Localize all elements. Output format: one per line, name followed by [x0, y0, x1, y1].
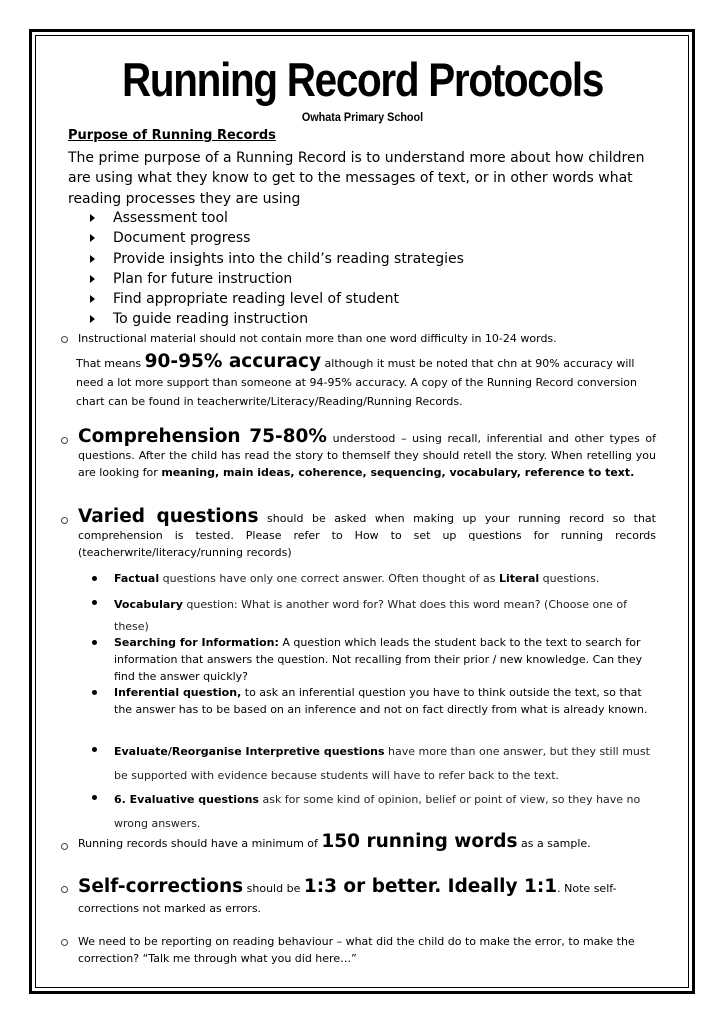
- varied-questions-paragraph: Varied questions should be asked when making up your running record so that comprehension is tested. Please refer to How to set up questions for running records (teacherwrite/literacy/running records): [78, 506, 656, 559]
- list-item: To guide reading instruction: [88, 309, 648, 329]
- disc-bullet-icon: [92, 600, 97, 605]
- comprehension-paragraph: Comprehension 75-80% understood – using recall, inferential and other types of questions. After the child has read the story to themself they should retell the story. When retelling you are looking for meaning, main ideas, coherence, sequencing, vocabulary, reference to text.: [78, 426, 657, 479]
- behaviour-paragraph: We need to be reporting on reading behaviour – what did the child do to make the error, to make the correction? “Talk me through what you did here…”: [78, 935, 635, 965]
- triangle-bullet-icon: [90, 275, 95, 283]
- purpose-list: [88, 208, 648, 330]
- question-type-evaluate: Evaluate/Reorganise Interpretive questions have more than one answer, but they still must be supported with evidence because students will have to refer back to the text.: [114, 745, 650, 782]
- school-name: Owhata Primary School: [301, 110, 424, 124]
- accuracy-highlight: 90-95% accuracy: [144, 351, 322, 372]
- disc-bullet-icon: [92, 795, 97, 800]
- disc-bullet-icon: [92, 747, 97, 752]
- purpose-heading: Purpose of Running Records: [68, 128, 276, 143]
- question-type-factual: Factual questions have only one correct answer. Often thought of as Literal questions.: [114, 572, 600, 585]
- disc-bullet-icon: [92, 576, 97, 581]
- ratio-highlight: 1:3 or better. Ideally 1:1: [303, 876, 558, 897]
- list-item: Assessment tool: [88, 208, 648, 228]
- circle-bullet-icon: [61, 939, 68, 946]
- disc-bullet-icon: [92, 690, 97, 695]
- disc-bullet-icon: [92, 640, 97, 645]
- self-corrections-paragraph: Self-corrections should be 1:3 or better. Ideally 1:1. Note self-corrections not marked as errors.: [78, 876, 617, 915]
- list-item: Plan for future instruction: [88, 269, 648, 289]
- instructional-note: Instructional material should not contain more than one word difficulty in 10-24 words.: [78, 332, 557, 345]
- varied-highlight: Varied questions: [78, 506, 259, 527]
- running-words-highlight: 150 running words: [321, 831, 518, 852]
- self-corrections-highlight: Self-corrections: [78, 876, 244, 897]
- circle-bullet-icon: [61, 437, 68, 444]
- question-type-evaluative: 6. Evaluative questions ask for some kind of opinion, belief or point of view, so they have no wrong answers.: [114, 793, 641, 830]
- list-item: Find appropriate reading level of student: [88, 289, 648, 309]
- question-type-vocabulary: Vocabulary question: What is another word for? What does this word mean? (Choose one of these): [114, 598, 628, 633]
- triangle-bullet-icon: [90, 295, 95, 303]
- comprehension-highlight: Comprehension 75-80%: [78, 426, 327, 447]
- list-item: Provide insights into the child’s reading strategies: [88, 249, 648, 269]
- triangle-bullet-icon: [90, 234, 95, 242]
- triangle-bullet-icon: [90, 255, 95, 263]
- purpose-intro: The prime purpose of a Running Record is to understand more about how children are using what they know to get to the messages of text, or in other words what reading processes they are using: [68, 150, 645, 207]
- triangle-bullet-icon: [90, 214, 95, 222]
- triangle-bullet-icon: [90, 315, 95, 323]
- running-words-paragraph: Running records should have a minimum of 150 running words as a sample.: [78, 831, 591, 852]
- circle-bullet-icon: [61, 886, 68, 893]
- circle-bullet-icon: [61, 336, 68, 343]
- circle-bullet-icon: [61, 517, 68, 524]
- question-type-searching: Searching for Information: A question which leads the student back to the text to search for information that answers the question. Not recalling from their prior / new knowledge. Can they find the answer quickly?: [114, 636, 643, 683]
- accuracy-paragraph: That means 90-95% accuracy although it must be noted that chn at 90% accuracy will need a lot more support than someone at 94-95% accuracy. A copy of the Running Record conversion chart can be found in teacherwrite/Literacy/Reading/Running Records.: [76, 351, 638, 408]
- question-type-inferential: Inferential question, to ask an inferential question you have to think outside the text, so that the answer has to be based on an inference and not on fact directly from what is already known.: [114, 686, 648, 716]
- list-item: Document progress: [88, 228, 648, 248]
- circle-bullet-icon: [61, 843, 68, 850]
- page-title: Running Record Protocols: [121, 53, 604, 106]
